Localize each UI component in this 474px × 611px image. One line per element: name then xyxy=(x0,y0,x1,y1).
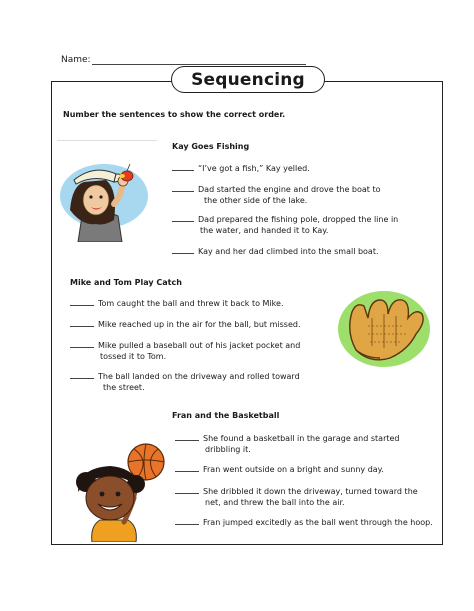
name-label: Name: xyxy=(61,55,91,65)
sentence-text-cont: the street. xyxy=(103,383,145,392)
sentence-text: Fran went outside on a bright and sunny day. xyxy=(203,465,384,474)
sentence-item xyxy=(172,184,381,195)
answer-blank[interactable] xyxy=(172,246,194,254)
girl-basketball-illustration xyxy=(64,440,172,542)
sentence-text: Mike pulled a baseball out of his jacket pocket and xyxy=(98,341,301,350)
sentence-text: Dad prepared the fishing pole, dropped the line in xyxy=(198,215,399,224)
separator-line xyxy=(57,140,157,141)
answer-blank[interactable] xyxy=(175,486,199,494)
sentence-text: Kay and her dad climbed into the small boat. xyxy=(198,247,379,256)
answer-blank[interactable] xyxy=(172,163,194,171)
answer-blank[interactable] xyxy=(70,371,94,379)
answer-blank[interactable] xyxy=(70,298,94,306)
sentence-text: She dribbled it down the driveway, turned toward the xyxy=(203,487,418,496)
sentence-item xyxy=(172,163,310,174)
section-title-kay: Kay Goes Fishing xyxy=(172,142,250,151)
sentence-item xyxy=(172,214,398,225)
sentence-text-cont: the other side of the lake. xyxy=(204,196,308,205)
sentence-text: “I’ve got a fish,” Kay yelled. xyxy=(198,164,310,173)
sentence-text-cont: net, and threw the ball into the air. xyxy=(205,498,345,507)
name-field[interactable] xyxy=(92,64,306,65)
section-title-fran: Fran and the Basketball xyxy=(172,411,280,420)
sentence-text: She found a basketball in the garage and started xyxy=(203,434,400,443)
worksheet-title: Sequencing xyxy=(171,66,325,93)
answer-blank[interactable] xyxy=(70,319,94,327)
sentence-item xyxy=(175,464,384,475)
sentence-item xyxy=(70,298,284,309)
answer-blank[interactable] xyxy=(172,214,194,222)
girl-fishing-illustration xyxy=(56,150,161,242)
section-title-mike-tom: Mike and Tom Play Catch xyxy=(70,278,182,287)
answer-blank[interactable] xyxy=(175,517,199,525)
sentence-text-cont: dribbling it. xyxy=(205,445,251,454)
sentence-item xyxy=(70,340,300,351)
sentence-item xyxy=(70,319,301,330)
sentence-text-cont: tossed it to Tom. xyxy=(100,352,167,361)
answer-blank[interactable] xyxy=(70,340,94,348)
answer-blank[interactable] xyxy=(175,433,199,441)
baseball-glove-illustration xyxy=(336,288,433,370)
sentence-item xyxy=(70,371,300,382)
sentence-text-cont: the water, and handed it to Kay. xyxy=(200,226,329,235)
sentence-text: Fran jumped excitedly as the ball went through the hoop. xyxy=(203,518,433,527)
instructions: Number the sentences to show the correct order. xyxy=(63,110,286,119)
sentence-item xyxy=(175,486,418,497)
sentence-text: The ball landed on the driveway and rolled toward xyxy=(98,372,300,381)
answer-blank[interactable] xyxy=(175,464,199,472)
sentence-item xyxy=(175,517,433,528)
sentence-item xyxy=(172,246,379,257)
answer-blank[interactable] xyxy=(172,184,194,192)
sentence-text: Mike reached up in the air for the ball, but missed. xyxy=(98,320,301,329)
sentence-text: Dad started the engine and drove the boat to xyxy=(198,185,381,194)
sentence-item xyxy=(175,433,400,444)
sentence-text: Tom caught the ball and threw it back to Mike. xyxy=(98,299,284,308)
